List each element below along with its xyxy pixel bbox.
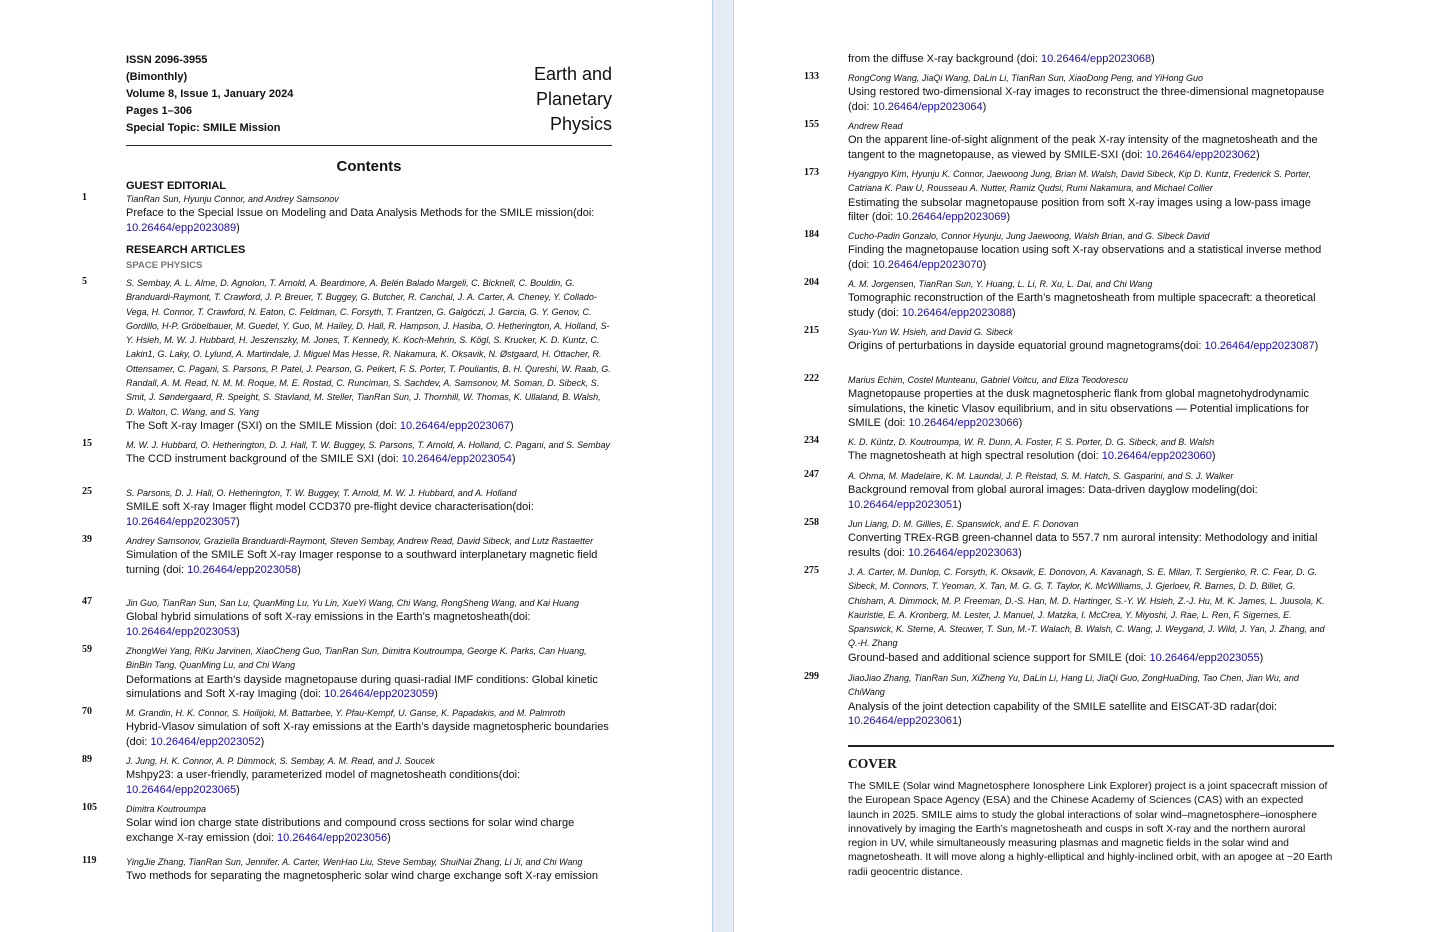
toc-title [848, 651, 1334, 666]
toc-title [848, 449, 1334, 464]
toc-page-number: 247 [804, 469, 819, 480]
doi-link[interactable]: 10.26464/epp2023065 [126, 783, 237, 796]
doi-suffix: ) [958, 498, 962, 511]
doi-suffix: ) [1011, 306, 1016, 319]
toc-title-text: Converting TREx-RGB green-channel data to 557.7 nm auroral intensity: Methodology and initial results [848, 532, 1318, 559]
doi-prefix: (doi: [1180, 340, 1205, 353]
doi-link[interactable]: 10.26464/epp2023059 [324, 688, 435, 701]
doi-prefix: (doi: [848, 258, 873, 271]
cover-rule [848, 745, 1334, 747]
toc-title [848, 243, 1334, 272]
toc-entry [82, 706, 612, 749]
toc-page-number: 133 [804, 71, 819, 82]
doi-prefix: (doi: [883, 546, 908, 559]
toc-title-text: Finding the magnetopause location using soft X-ray observations and a statistical inverse method [848, 244, 1322, 257]
toc-authors: Jin Guo, TianRan Sun, San Lu, QuanMing Lu, Yu Lin, XueYi Wang, Chi Wang, RongSheng Wang, and Kai Huang [126, 598, 580, 608]
toc-title [848, 52, 1334, 67]
doi-suffix: ) [236, 625, 240, 638]
toc-page-number: 119 [82, 855, 97, 866]
toc-page-number: 59 [82, 644, 92, 655]
toc-entry [804, 671, 1334, 729]
toc-title [126, 548, 612, 577]
journal-title: Earth and Planetary Physics [533, 64, 612, 134]
doi-prefix: (doi: [162, 563, 188, 576]
toc-authors: Syau-Yun W. Hsieh, and David G. Sibeck [848, 327, 1013, 337]
doi-prefix: (doi: [498, 769, 521, 782]
toc-title [126, 610, 612, 639]
toc-page-number: 173 [804, 167, 819, 178]
toc-page-number: 1 [82, 192, 87, 203]
toc-title [126, 869, 612, 884]
toc-page-number: 204 [804, 277, 819, 288]
toc-title [848, 133, 1334, 162]
toc-entry [82, 438, 612, 467]
toc-authors: Jun Liang, D. M. Gillies, E. Spanswick, and E. F. Donovan [848, 519, 1079, 529]
toc-entry [82, 486, 612, 529]
contents-heading: Contents [336, 158, 402, 175]
doi-suffix: ) [236, 783, 240, 796]
toc-title [848, 196, 1334, 225]
doi-link[interactable]: 10.26464/epp2023070 [872, 258, 983, 271]
toc-title [126, 419, 612, 434]
toc-authors: S. Sembay, A. L. Alme, D. Agnolon, T. Arnold, A. Beardmore, A. Belén Balado Margeli, C. Bicknell, C. Bouldin, G. Branduardi-Raymont, T. Crawford, J. P. Breuer, T. Buggey, G. Butcher, R. Canchal, J. A. Carter, A. Cheney, Y. Collado-Vega, H. Connor, T. Crawford, N. Eaton, C. Feldman, C. Forsyth, T. Frantzen, G. Galgóczi, J. Garcia, G. Y. Genov, C. Gordillo, H-P. Gröbelbauer, M. Guedel, Y. Guo, M. Hailey, D. Hall, R. Hampson, J. Hasiba, O. Hetherington, A. Holland, S-Y. Hsieh, M. W. J. Hubbard, H. Jeszenszky, M. Jones, T. Kennedy, K. Koch-Mehrin, S. Kögl, S. Krucker, K. D. Kuntz, C. Lakin1, G. Laky, O. Lylund, A. Martindale, J. Miguel Mas Hesse, R. Nakamura, K. Oksavik, N. Østgaard, H. Ottacher, R. Ottensamer, C. Pagani, S. Parsons, P. Patel, J. Pearson, G. Peikert, F. S. Porter, T. Pouliantis, B. H. Qureshi, W. Raab, G. Randall, A. M. Read, N. M. M. Roque, M. E. Rostad, C. Runciman, S. Sachdev, A. Samsonov, M. Soman, D. Sibeck, S. Smit, J. Søndergaard, R. Speight, S. Stavland, M. Steller, TianRan Sun, J. Thornhill, W. Thomas, K. Ullaland, B. Walsh, D. Walton, C. Wang, and S. Yang [126, 278, 611, 417]
toc-page-number: 89 [82, 754, 92, 765]
doi-link[interactable]: 10.26464/epp2023066 [908, 417, 1019, 430]
toc-authors: J. Jung, H. K. Connor, A. P. Dimmock, S. Sembay, A. M. Read, and J. Soucek [126, 756, 435, 766]
toc-title-text: Preface to the Special Issue on Modeling and Data Analysis Methods for the SMILE mission [126, 207, 573, 220]
toc-entry [804, 469, 1334, 512]
cover-description: The SMILE (Solar wind Magnetosphere Ionosphere Link Explorer) project is a joint spacecraft mission of the European Space Agency (ESA) and the Chinese Academy of Sciences (CAS) with an expected launch in 2025. SMILE aims to study the global interactions of solar wind–magnetosphere–ionosphere innovatively by imaging the Earth’s magnetosheath and cusps in soft X-ray and the northern auroral region in UV, while simultaneously measuring plasmas and magnetic fields in the solar wind and magnetosheath. It will move along a highly-elliptical and highly-inclined orbit, with an apogee at ~20 Earth radii geocentric distance. [848, 781, 1333, 878]
toc-authors: TianRan Sun, Hyunju Connor, and Andrey Samsonov [126, 194, 339, 204]
toc-title-text: On the apparent line-of-sight alignment of the peak X-ray intensity of the magnetosheath and the tangent to the magnetopause, as viewed by SMILE-SXI [848, 134, 1318, 161]
toc-title-text: SMILE soft X-ray Imager flight model CCD370 pre-flight device characterisation [126, 501, 513, 514]
toc-authors: JiaoJiao Zhang, TianRan Sun, XiZheng Yu, DaLin Li, Hang Li, JiaQi Guo, ZongHuaDing, Tao Chen, Jian Wu, and ChiWang [848, 673, 1299, 698]
toc-title-text: Deformations at Earth’s dayside magnetopause during quasi-radial IMF conditions: Global kinetic simulations and Soft X-ray Imaging [126, 673, 598, 701]
toc-title [126, 720, 612, 749]
doi-link[interactable]: 10.26464/epp2023051 [848, 498, 959, 511]
toc-title [126, 816, 612, 845]
toc-authors: Dimitra Koutroumpa [126, 804, 207, 814]
toc-authors: Marius Echim, Costel Munteanu, Gabriel Voitcu, and Eliza Teodorescu [848, 375, 1128, 385]
doi-prefix: (doi: [1255, 700, 1278, 713]
toc-title-text: Ground-based and additional science support for SMILE [848, 651, 1125, 664]
toc-page-number: 222 [804, 373, 819, 384]
toc-entry [82, 596, 612, 639]
toc-title [848, 291, 1334, 320]
doi-suffix: ) [434, 688, 438, 701]
toc-title [848, 339, 1334, 354]
toc-entry [804, 517, 1334, 560]
toc-title-text: Mshpy23: a user-friendly, parameterized model of magnetosheath conditions [126, 769, 499, 782]
doi-prefix: (doi: [877, 306, 902, 319]
toc-authors: J. A. Carter, M. Dunlop, C. Forsyth, K. Oksavik, E. Donovon, A. Kavanagh, S. E. Milan, T. Sergienko, R. C. Fear, D. G. Sibeck, M. Connors, T. Yeoman, X. Tan, M. G. G. T. Taylor, K. McWilliams, J. Gjerloev, R. Barnes, D. D. Billet, G. Chisham, A. Dimmock, M. P. Freeman, D.-S. Han, M. D. Hartinger, S.-Y. W. Hsieh, Z.-J. Hu, M. K. James, L. Juusola, K. Kauristie, E. A. Kronberg, M. Lester, J. Manuel, J. Matzka, I. McCrea, Y. Miyoshi, J. Rae, L. Ren, F. Sigernes, E. Spanswick, K. Sterne, A. Steuwer, T. Sun, M.-T. Walach, B. Walsh, C. Wang, J. Weygand, J. Wild, J. Yan, J. Zhang, and Q.-H. Zhang [848, 567, 1325, 649]
doi-suffix: ) [982, 258, 987, 271]
doi-suffix: ) [236, 221, 240, 234]
page-edge-left [712, 0, 713, 932]
doi-suffix: ) [387, 831, 391, 844]
toc-entry [804, 373, 1334, 431]
toc-title-text: Estimating the subsolar magnetopause position from soft X-ray images using a low-pass image filter [848, 196, 1311, 224]
toc-entry [804, 71, 1334, 114]
toc-authors: M. Grandin, H. K. Connor, S. Hoilijoki, M. Battarbee, Y. Pfau-Kempf, U. Ganse, K. Papadakis, and M. Palmroth [126, 708, 566, 718]
toc-authors: YingJie Zhang, TianRan Sun, Jennifer. A. Carter, WenHao Liu, Steve Sembay, ShuiNai Zhang, Li Ji, and Chi Wang [126, 857, 583, 867]
doi-link[interactable]: 10.26464/epp2023054 [401, 453, 512, 466]
doi-prefix: (doi: [252, 831, 278, 844]
toc-page-number: 215 [804, 325, 819, 336]
toc-title-text: Magnetopause properties at the dusk magnetospheric flank from global magnetohydrodynamic simulations, the kinetic Vlasov equilibrium, and in situ observations — Potential implications for SMILE [848, 388, 1310, 430]
toc-page-number: 258 [804, 517, 819, 528]
frequency: (Bimonthly) [126, 71, 188, 83]
doi-link[interactable]: 10.26464/epp2023055 [1149, 651, 1260, 664]
toc-authors: RongCong Wang, JiaQi Wang, DaLin Li, TianRan Sun, XiaoDong Peng, and YiHong Guo [848, 73, 1203, 83]
toc-page-number: 39 [82, 534, 92, 545]
doi-suffix: ) [1018, 417, 1023, 430]
doi-link[interactable]: 10.26464/epp2023063 [907, 546, 1019, 559]
toc-page-number: 70 [82, 706, 92, 717]
toc-title [848, 387, 1334, 431]
doi-suffix: ) [297, 563, 301, 576]
doi-prefix: (doi: [1077, 450, 1102, 463]
doi-link[interactable]: 10.26464/epp2023087 [1204, 340, 1315, 353]
toc-title-text: The CCD instrument background of the SMILE SXI [126, 453, 378, 466]
toc-title-text: from the diffuse X-ray background [848, 53, 1017, 65]
doi-prefix: (doi: [1016, 53, 1042, 65]
doi-suffix: ) [1151, 53, 1155, 65]
toc-entry [82, 534, 612, 577]
toc-entry [82, 276, 612, 434]
doi-prefix: (doi: [509, 611, 531, 624]
toc-entry [82, 192, 612, 235]
toc-title-text: Origins of perturbations in dayside equatorial ground magnetograms [848, 340, 1181, 353]
doi-suffix: ) [511, 453, 516, 466]
doi-prefix: (doi: [572, 207, 595, 220]
doi-link[interactable]: 10.26464/epp2023088 [901, 306, 1012, 319]
issn: ISSN 2096-3955 [126, 54, 208, 66]
doi-prefix: (doi: [375, 419, 400, 432]
toc-title-text: The Soft X-ray Imager (SXI) on the SMILE Mission [126, 419, 376, 432]
toc-authors: S. Parsons, D. J. Hall, O. Hetherington, T. W. Buggey, T. Arnold, M. W. J. Hubbard, and A. Holland [126, 488, 517, 498]
volume-issue: Volume 8, Issue 1, January 2024 [126, 88, 294, 100]
doi-prefix: (doi: [299, 688, 325, 701]
doi-suffix: ) [510, 419, 514, 432]
toc-authors: Cucho-Padin Gonzalo, Connor Hyunju, Jung Jaewoong, Walsh Brian, and G. Sibeck David [848, 231, 1210, 241]
toc-page-number: 15 [82, 438, 92, 449]
doi-link[interactable]: 10.26464/epp2023056 [277, 831, 388, 844]
doi-suffix: ) [1255, 148, 1260, 161]
doi-prefix: (doi: [377, 453, 402, 466]
toc-page-number: 155 [804, 119, 819, 130]
toc-entry [804, 119, 1334, 162]
header-rule [126, 145, 612, 146]
toc-page-number: 299 [804, 671, 819, 682]
toc-title-text: Background removal from global auroral images: Data-driven dayglow modeling [848, 484, 1237, 497]
toc-page-number: 25 [82, 486, 92, 497]
doi-suffix: ) [958, 715, 962, 728]
section-guest-editorial: GUEST EDITORIAL [126, 180, 227, 192]
toc-title-text: Using restored two-dimensional X-ray images to reconstruct the three-dimensional magnetopause [848, 86, 1325, 99]
doi-suffix: ) [1018, 546, 1022, 559]
doi-link[interactable]: 10.26464/epp2023060 [1101, 450, 1212, 463]
toc-authors: M. W. J. Hubbard, O. Hetherington, D. J. Hall, T. W. Buggey, S. Parsons, T. Arnold, A. Holland, C. Pagani, and S. Sembay [126, 440, 611, 450]
toc-title [848, 85, 1334, 114]
toc-title [126, 500, 612, 529]
doi-prefix: (doi: [126, 735, 151, 748]
issue-info [126, 52, 293, 137]
toc-title-text: Hybrid-Vlasov simulation of soft X-ray emissions at the Earth’s dayside magnetospheric boundaries [126, 721, 609, 734]
doi-link[interactable]: 10.26464/epp2023053 [126, 625, 237, 638]
toc-title [126, 452, 612, 467]
toc-page-number: 5 [82, 276, 87, 287]
toc-title [848, 700, 1334, 729]
special-topic: Special Topic: SMILE Mission [126, 122, 281, 134]
toc-entry [804, 325, 1334, 354]
doi-suffix: ) [236, 515, 240, 528]
toc-entry [82, 855, 612, 884]
doi-suffix: ) [1006, 211, 1011, 224]
toc-title [126, 673, 612, 702]
toc-authors: Andrey Samsonov, Graziella Branduardi-Raymont, Steven Sembay, Andrew Read, David Sibeck, and Lutz Rastaetter [126, 536, 594, 546]
doi-prefix: (doi: [1121, 148, 1146, 161]
toc-authors: K. D. Küntz, D. Koutroumpa, W. R. Dunn, A. Foster, F. S. Porter, D. G. Sibeck, and B. Walsh [848, 437, 1215, 447]
doi-link[interactable]: 10.26464/epp2023068 [1041, 53, 1152, 65]
doi-link[interactable]: 10.26464/epp2023052 [150, 735, 261, 748]
doi-prefix: (doi: [1236, 484, 1258, 497]
doi-prefix: (doi: [512, 501, 534, 514]
toc-page-number: 184 [804, 229, 819, 240]
toc-authors: Andrew Read [848, 121, 903, 131]
toc-title-text: Simulation of the SMILE Soft X-ray Imager response to a southward interplanetary magnetic field turning [126, 549, 598, 576]
page-range: Pages 1–306 [126, 105, 193, 117]
doi-suffix: ) [1314, 340, 1319, 353]
doi-suffix: ) [260, 735, 265, 748]
subsection-space-physics: SPACE PHYSICS [126, 260, 203, 271]
doi-link[interactable]: 10.26464/epp2023058 [187, 563, 298, 576]
toc-entry [804, 167, 1334, 225]
toc-title-text: Analysis of the joint detection capability of the SMILE satellite and EISCAT-3D radar [848, 700, 1256, 713]
toc-authors: A. Ohma, M. Madelaire, K. M. Laundal, J. P. Reistad, S. M. Hatch, S. Gasparini, and S. J. Walker [848, 471, 1234, 481]
toc-authors: ZhongWei Yang, RiKu Jarvinen, XiaoCheng Guo, TianRan Sun, Dimitra Koutroumpa, George K. Parks, Can Huang, BinBin Tang, QuanMing Lu, and Chi Wang [126, 646, 587, 671]
toc-entry [82, 644, 612, 702]
doi-link[interactable]: 10.26464/epp2023069 [896, 211, 1007, 224]
toc-entry [82, 802, 612, 845]
doi-link[interactable]: 10.26464/epp2023062 [1145, 148, 1256, 161]
toc-title [126, 206, 612, 235]
doi-suffix: ) [982, 100, 987, 113]
toc-entry [804, 229, 1334, 272]
toc-title-text: Solar wind ion charge state distributions and compound cross sections for solar wind charge exchange X-ray emission [126, 817, 575, 844]
toc-page-number: 234 [804, 435, 819, 446]
toc-title [848, 483, 1334, 512]
doi-prefix: (doi: [848, 100, 873, 113]
toc-entry [804, 277, 1334, 320]
toc-title-text: Global hybrid simulations of soft X-ray emissions in the Earth’s magnetosheath [126, 611, 510, 624]
section-research-articles: RESEARCH ARTICLES [126, 244, 246, 256]
toc-entry [82, 754, 612, 797]
toc-entry [848, 52, 1334, 67]
toc-authors: Hyangpyo Kim, Hyunju K. Connor, Jaewoong Jung, Brian M. Walsh, David Sibeck, Kip D. Kuntz, Frederick S. Porter, Catriana K. Paw U, Rousseau A. Nutter, Ramiz Qudsi, Rumi Nakamura, and Michael Collier [848, 169, 1312, 194]
toc-page-number: 105 [82, 802, 97, 813]
toc-page-number: 275 [804, 565, 819, 576]
toc-title [126, 768, 612, 797]
toc-authors: A. M. Jorgensen, TianRan Sun, Y. Huang, L. Li, R. Xu, L. Dai, and Chi Wang [848, 279, 1153, 289]
toc-title-text: The magnetosheath at high spectral resolution [848, 450, 1078, 463]
doi-link[interactable]: 10.26464/epp2023089 [126, 221, 237, 234]
toc-title [848, 531, 1334, 560]
doi-link[interactable]: 10.26464/epp2023067 [399, 419, 511, 432]
toc-title-text: Two methods for separating the magnetospheric solar wind charge exchange soft X-ray emission [126, 870, 599, 883]
toc-title-text: Tomographic reconstruction of the Earth’s magnetosheath from multiple spacecraft: a theoretical study [848, 292, 1316, 319]
toc-page-number: 47 [82, 596, 92, 607]
doi-suffix: ) [1259, 651, 1264, 664]
doi-prefix: (doi: [884, 417, 909, 430]
doi-suffix: ) [1211, 450, 1216, 463]
cover-heading: COVER [848, 756, 897, 771]
doi-prefix: (doi: [871, 211, 897, 224]
toc-entry [804, 435, 1334, 464]
doi-link[interactable]: 10.26464/epp2023064 [872, 100, 983, 113]
doi-prefix: (doi: [1125, 651, 1150, 664]
toc-entry [804, 565, 1334, 665]
doi-link[interactable]: 10.26464/epp2023057 [126, 515, 237, 528]
doi-link[interactable]: 10.26464/epp2023061 [848, 715, 959, 728]
